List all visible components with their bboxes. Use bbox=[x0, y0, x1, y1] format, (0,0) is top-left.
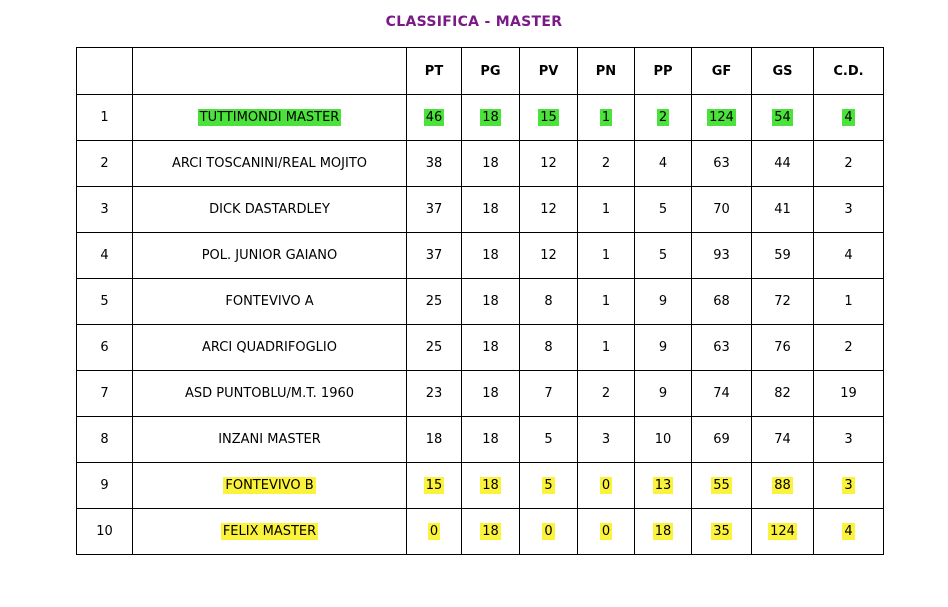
pg-value: 18 bbox=[482, 340, 499, 355]
pg-cell bbox=[462, 141, 520, 187]
cd-cell bbox=[814, 325, 884, 371]
team-cell bbox=[133, 417, 407, 463]
team-cell bbox=[133, 463, 407, 509]
rank-cell: 5 bbox=[77, 279, 133, 325]
cd-value: 3 bbox=[844, 478, 853, 493]
header-pt: PT bbox=[407, 48, 462, 95]
team-name: FONTEVIVO B bbox=[225, 478, 314, 493]
gf-cell bbox=[692, 233, 752, 279]
pn-cell bbox=[578, 141, 635, 187]
gs-cell bbox=[752, 187, 814, 233]
pv-value: 8 bbox=[544, 340, 553, 355]
team-name: ASD PUNTOBLU/M.T. 1960 bbox=[184, 386, 355, 401]
gs-cell bbox=[752, 325, 814, 371]
pv-value: 0 bbox=[544, 524, 553, 539]
cd-cell bbox=[814, 141, 884, 187]
team-name: FONTEVIVO A bbox=[225, 294, 314, 309]
header-gf: GF bbox=[692, 48, 752, 95]
pv-value: 5 bbox=[544, 478, 553, 493]
pn-value: 1 bbox=[601, 340, 611, 355]
pn-value: 1 bbox=[601, 294, 611, 309]
pp-value: 5 bbox=[658, 248, 668, 263]
pv-cell bbox=[520, 95, 578, 141]
gs-cell bbox=[752, 279, 814, 325]
pg-value: 18 bbox=[482, 524, 499, 539]
table-row bbox=[77, 371, 884, 417]
table-row bbox=[77, 417, 884, 463]
pn-cell bbox=[578, 509, 635, 555]
gf-cell bbox=[692, 279, 752, 325]
pn-value: 3 bbox=[601, 432, 611, 447]
gf-cell bbox=[692, 141, 752, 187]
pt-cell bbox=[407, 509, 462, 555]
pp-value: 2 bbox=[658, 110, 668, 125]
pg-value: 18 bbox=[482, 110, 499, 125]
gs-cell bbox=[752, 95, 814, 141]
team-cell bbox=[133, 279, 407, 325]
team-cell bbox=[133, 187, 407, 233]
pp-value: 4 bbox=[658, 156, 668, 171]
gs-cell bbox=[752, 509, 814, 555]
table-row bbox=[77, 95, 884, 141]
pp-cell bbox=[635, 509, 692, 555]
header-cd: C.D. bbox=[814, 48, 884, 95]
gf-value: 69 bbox=[713, 432, 730, 447]
pp-cell bbox=[635, 417, 692, 463]
cd-value: 3 bbox=[844, 202, 853, 217]
pv-cell bbox=[520, 141, 578, 187]
pv-value: 12 bbox=[540, 156, 557, 171]
pg-cell bbox=[462, 95, 520, 141]
pn-value: 1 bbox=[601, 202, 611, 217]
gf-cell bbox=[692, 371, 752, 417]
pt-value: 46 bbox=[425, 110, 443, 125]
gf-value: 93 bbox=[713, 248, 730, 263]
pt-value: 23 bbox=[425, 386, 443, 401]
team-name: INZANI MASTER bbox=[218, 432, 321, 447]
pt-cell bbox=[407, 417, 462, 463]
team-cell bbox=[133, 233, 407, 279]
gs-value: 74 bbox=[774, 432, 791, 447]
gs-value: 59 bbox=[774, 248, 791, 263]
gf-cell bbox=[692, 417, 752, 463]
pg-value: 18 bbox=[482, 202, 499, 217]
pv-value: 12 bbox=[540, 248, 557, 263]
page-title: CLASSIFICA - MASTER bbox=[385, 14, 563, 30]
pt-value: 37 bbox=[425, 202, 443, 217]
header-pv: PV bbox=[520, 48, 578, 95]
pp-cell bbox=[635, 279, 692, 325]
pt-value: 0 bbox=[429, 524, 439, 539]
rank-cell: 6 bbox=[77, 325, 133, 371]
pn-cell bbox=[578, 417, 635, 463]
cd-cell bbox=[814, 509, 884, 555]
gf-cell bbox=[692, 509, 752, 555]
pv-cell bbox=[520, 325, 578, 371]
rank-cell: 4 bbox=[77, 233, 133, 279]
gs-value: 72 bbox=[774, 294, 791, 309]
pt-cell bbox=[407, 371, 462, 417]
cd-value: 4 bbox=[844, 524, 853, 539]
gf-value: 124 bbox=[709, 110, 734, 125]
pt-cell bbox=[407, 141, 462, 187]
team-cell bbox=[133, 371, 407, 417]
pg-value: 18 bbox=[482, 478, 499, 493]
gf-value: 63 bbox=[713, 156, 730, 171]
cd-value: 2 bbox=[844, 340, 853, 355]
pt-value: 18 bbox=[425, 432, 443, 447]
pp-cell bbox=[635, 325, 692, 371]
pn-cell bbox=[578, 233, 635, 279]
pn-cell bbox=[578, 95, 635, 141]
header-team bbox=[133, 48, 407, 95]
pp-cell bbox=[635, 233, 692, 279]
rank-cell: 8 bbox=[77, 417, 133, 463]
gs-value: 82 bbox=[774, 386, 791, 401]
gs-value: 124 bbox=[770, 524, 795, 539]
pv-cell bbox=[520, 371, 578, 417]
pp-value: 9 bbox=[658, 294, 668, 309]
pv-value: 7 bbox=[544, 386, 553, 401]
pg-value: 18 bbox=[482, 156, 499, 171]
pg-value: 18 bbox=[482, 432, 499, 447]
pp-cell bbox=[635, 371, 692, 417]
pg-cell bbox=[462, 371, 520, 417]
gs-value: 88 bbox=[774, 478, 791, 493]
table-row bbox=[77, 233, 884, 279]
pv-cell bbox=[520, 279, 578, 325]
team-cell bbox=[133, 509, 407, 555]
pp-cell bbox=[635, 187, 692, 233]
pp-value: 5 bbox=[658, 202, 668, 217]
team-name: TUTTIMONDI MASTER bbox=[199, 110, 340, 125]
pg-cell bbox=[462, 233, 520, 279]
rank-cell: 9 bbox=[77, 463, 133, 509]
team-name: FELIX MASTER bbox=[222, 524, 317, 539]
cd-cell bbox=[814, 279, 884, 325]
gf-value: 35 bbox=[713, 524, 730, 539]
team-name: DICK DASTARDLEY bbox=[209, 202, 330, 217]
gf-value: 70 bbox=[713, 202, 730, 217]
standings-table bbox=[76, 47, 884, 555]
pv-value: 8 bbox=[544, 294, 553, 309]
cd-cell bbox=[814, 463, 884, 509]
table-row bbox=[77, 141, 884, 187]
pn-value: 1 bbox=[601, 248, 611, 263]
gf-value: 63 bbox=[713, 340, 730, 355]
pv-value: 15 bbox=[540, 110, 557, 125]
table-row bbox=[77, 187, 884, 233]
gs-value: 44 bbox=[774, 156, 791, 171]
pt-cell bbox=[407, 279, 462, 325]
gf-cell bbox=[692, 463, 752, 509]
pt-value: 15 bbox=[425, 478, 443, 493]
cd-cell bbox=[814, 371, 884, 417]
gs-cell bbox=[752, 233, 814, 279]
pn-cell bbox=[578, 463, 635, 509]
gf-value: 68 bbox=[713, 294, 730, 309]
gf-value: 55 bbox=[713, 478, 730, 493]
header-rank bbox=[77, 48, 133, 95]
cd-value: 4 bbox=[844, 110, 853, 125]
table-row bbox=[77, 463, 884, 509]
pn-value: 0 bbox=[601, 524, 611, 539]
pp-value: 13 bbox=[654, 478, 672, 493]
table-row bbox=[77, 509, 884, 555]
cd-value: 2 bbox=[844, 156, 853, 171]
gf-cell bbox=[692, 95, 752, 141]
cd-value: 19 bbox=[840, 386, 857, 401]
pt-value: 37 bbox=[425, 248, 443, 263]
pn-cell bbox=[578, 371, 635, 417]
pp-cell bbox=[635, 141, 692, 187]
pn-value: 2 bbox=[601, 156, 611, 171]
pp-cell bbox=[635, 463, 692, 509]
cd-cell bbox=[814, 187, 884, 233]
pv-cell bbox=[520, 187, 578, 233]
team-cell bbox=[133, 141, 407, 187]
gs-value: 76 bbox=[774, 340, 791, 355]
pg-cell bbox=[462, 187, 520, 233]
pn-cell bbox=[578, 187, 635, 233]
pp-value: 10 bbox=[654, 432, 672, 447]
rank-cell: 3 bbox=[77, 187, 133, 233]
pg-cell bbox=[462, 325, 520, 371]
pg-cell bbox=[462, 463, 520, 509]
cd-value: 1 bbox=[844, 294, 853, 309]
pv-cell bbox=[520, 463, 578, 509]
header-row bbox=[77, 48, 884, 95]
team-cell bbox=[133, 95, 407, 141]
pg-value: 18 bbox=[482, 386, 499, 401]
cd-cell bbox=[814, 95, 884, 141]
pp-value: 9 bbox=[658, 386, 668, 401]
pt-value: 38 bbox=[425, 156, 443, 171]
pv-value: 12 bbox=[540, 202, 557, 217]
pg-cell bbox=[462, 417, 520, 463]
pp-value: 9 bbox=[658, 340, 668, 355]
pv-value: 5 bbox=[544, 432, 553, 447]
pp-value: 18 bbox=[654, 524, 672, 539]
cd-value: 4 bbox=[844, 248, 853, 263]
header-pn: PN bbox=[578, 48, 635, 95]
pv-cell bbox=[520, 509, 578, 555]
pn-value: 0 bbox=[601, 478, 611, 493]
rank-cell: 10 bbox=[77, 509, 133, 555]
pp-cell bbox=[635, 95, 692, 141]
pt-value: 25 bbox=[425, 294, 443, 309]
cd-cell bbox=[814, 417, 884, 463]
team-name: ARCI TOSCANINI/REAL MOJITO bbox=[171, 156, 368, 171]
pn-cell bbox=[578, 279, 635, 325]
pt-cell bbox=[407, 95, 462, 141]
pg-value: 18 bbox=[482, 294, 499, 309]
rank-cell: 2 bbox=[77, 141, 133, 187]
table-row bbox=[77, 279, 884, 325]
header-pp: PP bbox=[635, 48, 692, 95]
gf-value: 74 bbox=[713, 386, 730, 401]
pt-cell bbox=[407, 325, 462, 371]
rank-cell: 1 bbox=[77, 95, 133, 141]
pg-cell bbox=[462, 509, 520, 555]
pn-cell bbox=[578, 325, 635, 371]
gs-cell bbox=[752, 463, 814, 509]
gs-value: 54 bbox=[774, 110, 791, 125]
team-cell bbox=[133, 325, 407, 371]
team-name: POL. JUNIOR GAIANO bbox=[201, 248, 338, 263]
cd-cell bbox=[814, 233, 884, 279]
pt-value: 25 bbox=[425, 340, 443, 355]
gf-cell bbox=[692, 325, 752, 371]
header-pg: PG bbox=[462, 48, 520, 95]
gs-cell bbox=[752, 141, 814, 187]
cd-value: 3 bbox=[844, 432, 853, 447]
pt-cell bbox=[407, 187, 462, 233]
gf-cell bbox=[692, 187, 752, 233]
gs-cell bbox=[752, 371, 814, 417]
pg-cell bbox=[462, 279, 520, 325]
gs-cell bbox=[752, 417, 814, 463]
pt-cell bbox=[407, 463, 462, 509]
pv-cell bbox=[520, 233, 578, 279]
table-row bbox=[77, 325, 884, 371]
pt-cell bbox=[407, 233, 462, 279]
pn-value: 1 bbox=[601, 110, 611, 125]
gs-value: 41 bbox=[774, 202, 791, 217]
pn-value: 2 bbox=[601, 386, 611, 401]
pv-cell bbox=[520, 417, 578, 463]
team-name: ARCI QUADRIFOGLIO bbox=[202, 340, 337, 355]
header-gs: GS bbox=[752, 48, 814, 95]
rank-cell: 7 bbox=[77, 371, 133, 417]
pg-value: 18 bbox=[482, 248, 499, 263]
